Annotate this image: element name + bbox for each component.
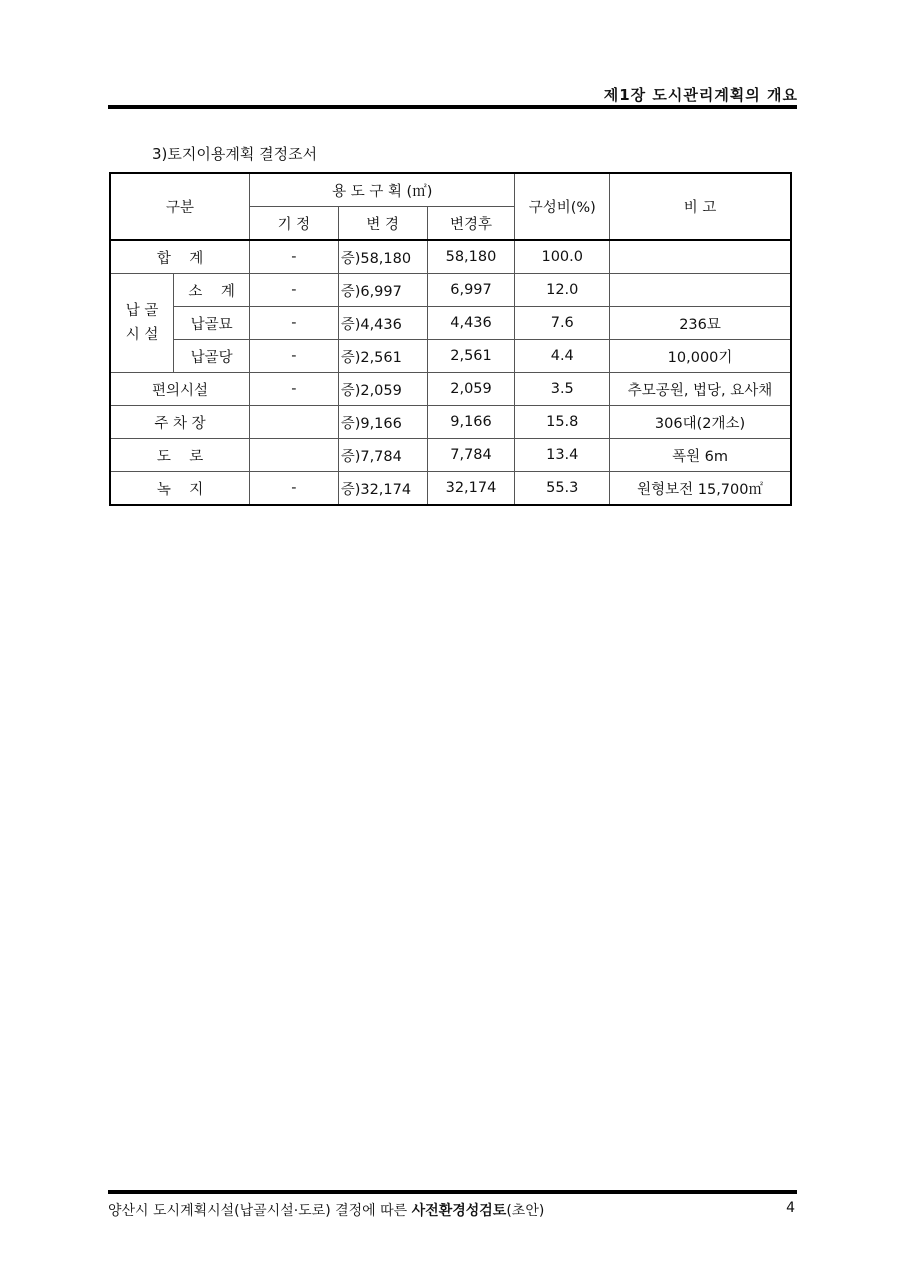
row-label: 소 계 <box>174 274 250 307</box>
cell-ratio: 13.4 <box>515 439 610 472</box>
cell-change: 증)32,174 <box>338 472 427 506</box>
group-label <box>110 274 174 373</box>
cell-note: 306대(2개소) <box>610 406 791 439</box>
page-number: 4 <box>786 1200 795 1216</box>
cell-ratio: 15.8 <box>515 406 610 439</box>
chapter-title: 제1장 도시관리계획의 개요 <box>603 86 798 104</box>
row-label: 편의시설 <box>110 373 250 406</box>
group-label-line: 시 설 <box>125 327 159 343</box>
table-row <box>110 373 791 406</box>
cell-after: 9,166 <box>427 406 515 439</box>
footer-rule <box>108 1190 797 1194</box>
cell-note: 추모공원, 법당, 요사채 <box>610 373 791 406</box>
footer-text-plain: 양산시 도시계획시설(납골시설·도로) 결정에 따른 <box>108 1203 412 1219</box>
cell-existing: - <box>250 240 339 274</box>
row-label: 납골묘 <box>174 307 250 340</box>
footer-text-bold: 사전환경성검토 <box>411 1203 507 1219</box>
table-row <box>110 340 791 373</box>
cell-note: 10,000기 <box>610 340 791 373</box>
cell-ratio: 12.0 <box>515 274 610 307</box>
table-row <box>110 472 791 506</box>
cell-note <box>610 274 791 307</box>
cell-note <box>610 240 791 274</box>
cell-existing <box>250 406 339 439</box>
cell-ratio: 55.3 <box>515 472 610 506</box>
table-row <box>110 439 791 472</box>
cell-existing: - <box>250 340 339 373</box>
cell-ratio: 3.5 <box>515 373 610 406</box>
row-label: 합 계 <box>110 240 250 274</box>
cell-ratio: 100.0 <box>515 240 610 274</box>
cell-after: 4,436 <box>427 307 515 340</box>
cell-existing: - <box>250 307 339 340</box>
cell-change: 증)2,059 <box>338 373 427 406</box>
group-label-line: 납 골 <box>125 303 159 319</box>
row-label: 납골당 <box>174 340 250 373</box>
cell-after: 32,174 <box>427 472 515 506</box>
cell-existing: - <box>250 274 339 307</box>
footer-text <box>108 1200 544 1220</box>
cell-existing <box>250 439 339 472</box>
table-row <box>110 307 791 340</box>
cell-note: 236묘 <box>610 307 791 340</box>
cell-note: 폭원 6m <box>610 439 791 472</box>
header-after: 변경후 <box>427 207 515 241</box>
header-rule <box>108 105 797 109</box>
cell-change: 증)6,997 <box>338 274 427 307</box>
section-title: 3)토지이용계획 결정조서 <box>152 145 318 163</box>
cell-change: 증)4,436 <box>338 307 427 340</box>
cell-change: 증)7,784 <box>338 439 427 472</box>
cell-after: 2,059 <box>427 373 515 406</box>
cell-note: 원형보전 15,700㎡ <box>610 472 791 506</box>
table-row <box>110 274 791 307</box>
header-ratio: 구성비(%) <box>515 173 610 240</box>
header-existing: 기 정 <box>250 207 339 241</box>
row-label: 녹 지 <box>110 472 250 506</box>
cell-existing: - <box>250 472 339 506</box>
cell-change: 증)58,180 <box>338 240 427 274</box>
cell-ratio: 4.4 <box>515 340 610 373</box>
land-use-table <box>109 172 792 506</box>
cell-after: 58,180 <box>427 240 515 274</box>
footer-text-tail: (초안) <box>506 1203 545 1219</box>
table-row-total <box>110 240 791 274</box>
row-label: 주 차 장 <box>110 406 250 439</box>
cell-existing: - <box>250 373 339 406</box>
cell-after: 6,997 <box>427 274 515 307</box>
cell-ratio: 7.6 <box>515 307 610 340</box>
table-row <box>110 406 791 439</box>
table-header-row <box>110 173 791 207</box>
cell-after: 7,784 <box>427 439 515 472</box>
header-note: 비 고 <box>610 173 791 240</box>
header-change: 변 경 <box>338 207 427 241</box>
header-area: 용 도 구 획 (㎡) <box>250 173 515 207</box>
row-label: 도 로 <box>110 439 250 472</box>
cell-change: 증)9,166 <box>338 406 427 439</box>
header-category: 구분 <box>110 173 250 240</box>
cell-change: 증)2,561 <box>338 340 427 373</box>
cell-after: 2,561 <box>427 340 515 373</box>
